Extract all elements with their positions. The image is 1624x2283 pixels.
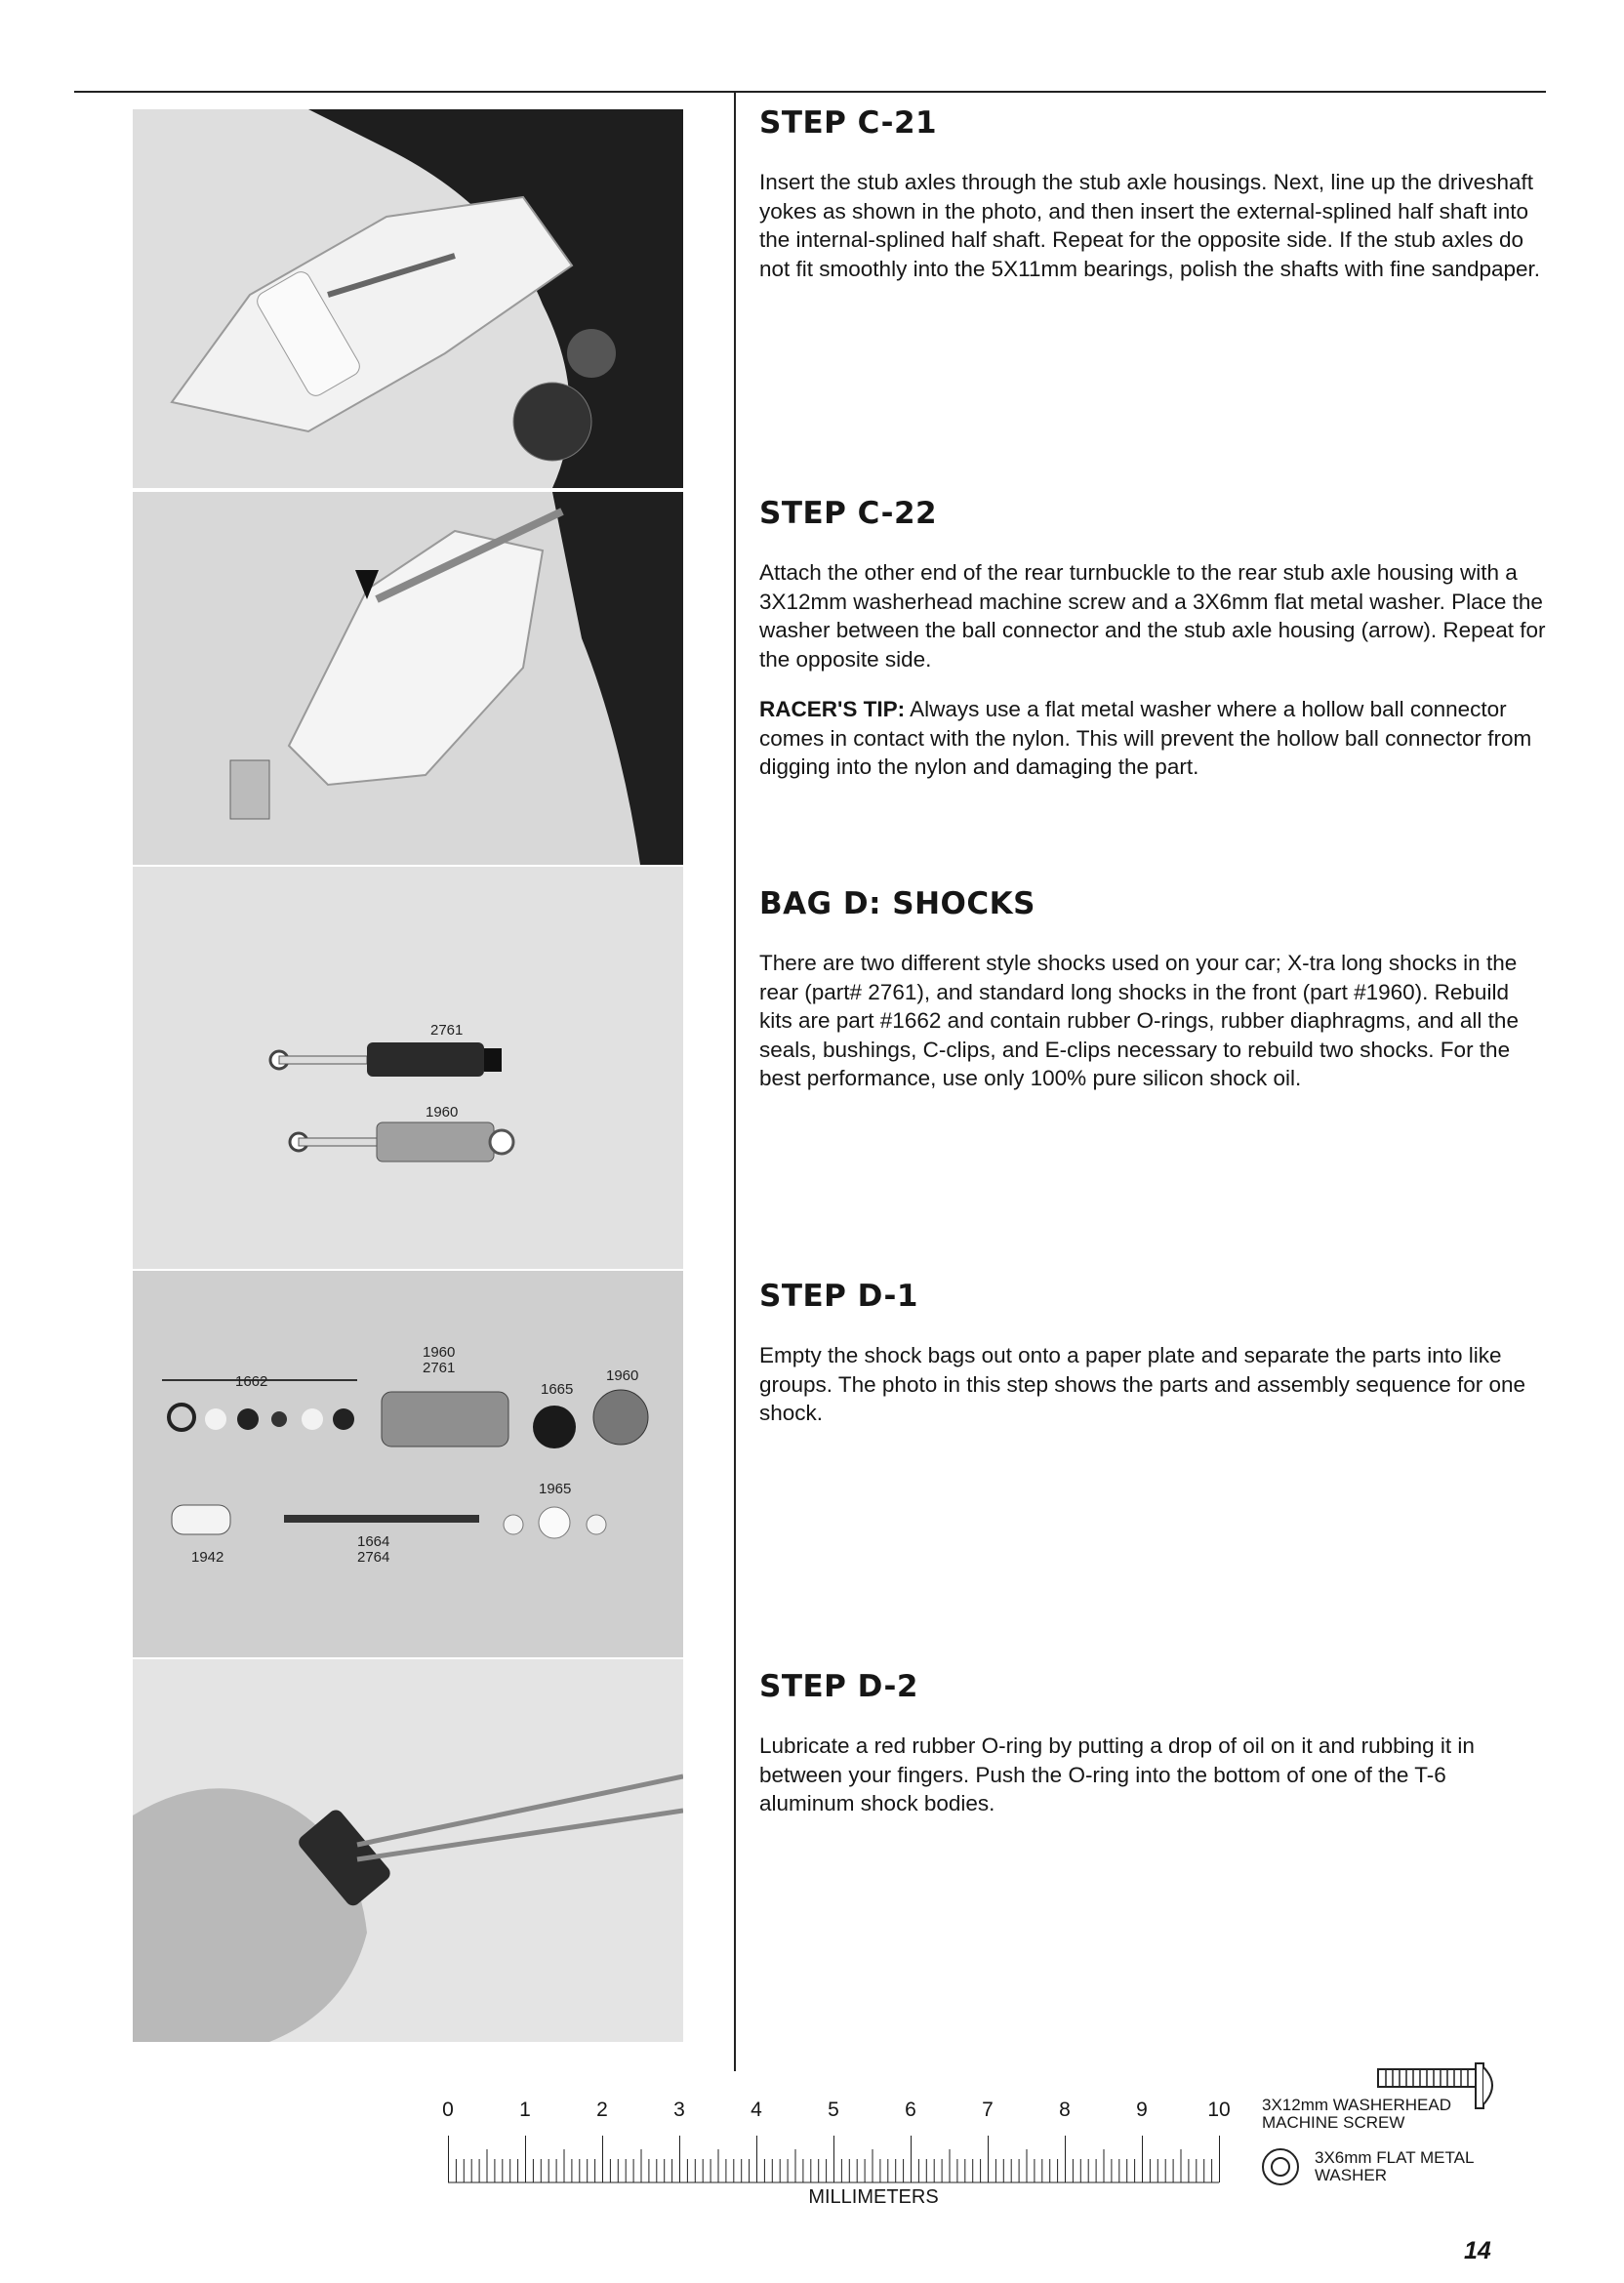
ruler-number: 6 [905,2099,916,2121]
step-c22-text: Attach the other end of the rear turnbuckle to the rear stub axle housing with a 3X12mm washerhead machine screw and a 3X6mm flat metal washer. Place the washer between the ball connector and the stub axle housing (arrow). Repeat for the opposite side. [759,560,1546,672]
column-divider [734,93,736,2071]
racers-tip [759,695,1546,782]
label-1662: 1662 [235,1373,268,1390]
step-d1-heading: STEP D-1 [759,1279,918,1314]
ruler-unit-label: MILLIMETERS [808,2186,939,2208]
photo-step-d2 [133,1659,683,2042]
screw-label-line1: 3X12mm WASHERHEAD [1262,2096,1451,2114]
top-rule [74,91,1546,93]
photo-step-d1 [133,1271,683,1657]
ruler-number: 5 [828,2099,839,2121]
photo-step-c21 [133,109,683,488]
ruler-scale [448,2136,1221,2184]
racers-tip-text: Always use a flat metal washer where a hollow ball connector comes in contact with the nylon. This will prevent the hollow ball connector from digging into the nylon and damaging the part. [759,697,1532,779]
ruler-number: 10 [1207,2099,1231,2121]
photo-step-c22 [133,492,683,865]
ruler-number: 8 [1059,2099,1071,2121]
photo-bag-d-shocks [133,867,683,1269]
section-step-c21 [759,105,1546,305]
label-front-shock: 1960 [426,1104,459,1121]
section-step-d2 [759,1669,1546,1840]
screw-label [1262,2097,1506,2132]
section-step-d1 [759,1279,1546,1449]
ruler-number: 1 [519,2099,531,2121]
step-d1-text: Empty the shock bags out onto a paper plate and separate the parts into like groups. The photo in this step shows the parts and assembly sequence for one shock. [759,1343,1526,1425]
step-c21-heading: STEP C-21 [759,105,938,141]
label-rear-shock: 2761 [430,1022,464,1039]
millimeter-ruler [444,2099,1235,2211]
step-c21-text: Insert the stub axles through the stub axle housings. Next, line up the driveshaft yokes as shown in the photo, and then insert the external-splined half shaft into the internal-splined half shaft. Repeat for the opposite side. If the stub axles do not fit smoothly into the 5X11mm bearings, polish the shafts with fine sandpaper. [759,170,1541,281]
bag-d-text: There are two different style shocks used on your car; X-tra long shocks in the rear (part# 2761), and standard long shocks in the front (part #1960). Rebuild kits are part #1662 and contain rubber O-rings, rubber diaphragms, and all the seals, bushings, C-clips, and E-clips necessary to rebuild two shocks. For the best performance, use only 100% pure silicon shock oil. [759,951,1519,1090]
label-1942: 1942 [191,1549,224,1566]
label-1960-cap: 1960 [606,1367,639,1384]
ruler-number: 4 [751,2099,762,2121]
label-2761-body: 2761 [423,1360,456,1376]
screw-label-line2: MACHINE SCREW [1262,2113,1405,2132]
step-d2-text: Lubricate a red rubber O-ring by putting a drop of oil on it and rubbing it in between your fingers. Push the O-ring into the bottom of one of the T-6 aluminum shock bodies. [759,1733,1475,1815]
bag-d-heading: BAG D: SHOCKS [759,886,1036,921]
flat-washer-icon [1261,2147,1300,2186]
section-step-c22 [759,496,1546,803]
page-number: 14 [1464,2237,1491,2264]
label-2764: 2764 [357,1549,390,1566]
ruler-number: 0 [442,2099,454,2121]
step-d2-heading: STEP D-2 [759,1669,918,1704]
washer-label-line2: WASHER [1315,2166,1387,2184]
ruler-number: 3 [673,2099,685,2121]
washer-label [1315,2149,1529,2184]
racers-tip-label: RACER'S TIP: [759,697,906,721]
label-1664: 1664 [357,1533,390,1550]
label-1960-body: 1960 [423,1344,456,1361]
section-bag-d [759,886,1546,1115]
ruler-number: 2 [596,2099,608,2121]
step-c22-heading: STEP C-22 [759,496,938,531]
ruler-number: 9 [1136,2099,1148,2121]
label-1665: 1665 [541,1381,574,1398]
washer-label-line1: 3X6mm FLAT METAL [1315,2148,1475,2167]
ruler-number: 7 [982,2099,994,2121]
label-1965: 1965 [539,1481,572,1497]
